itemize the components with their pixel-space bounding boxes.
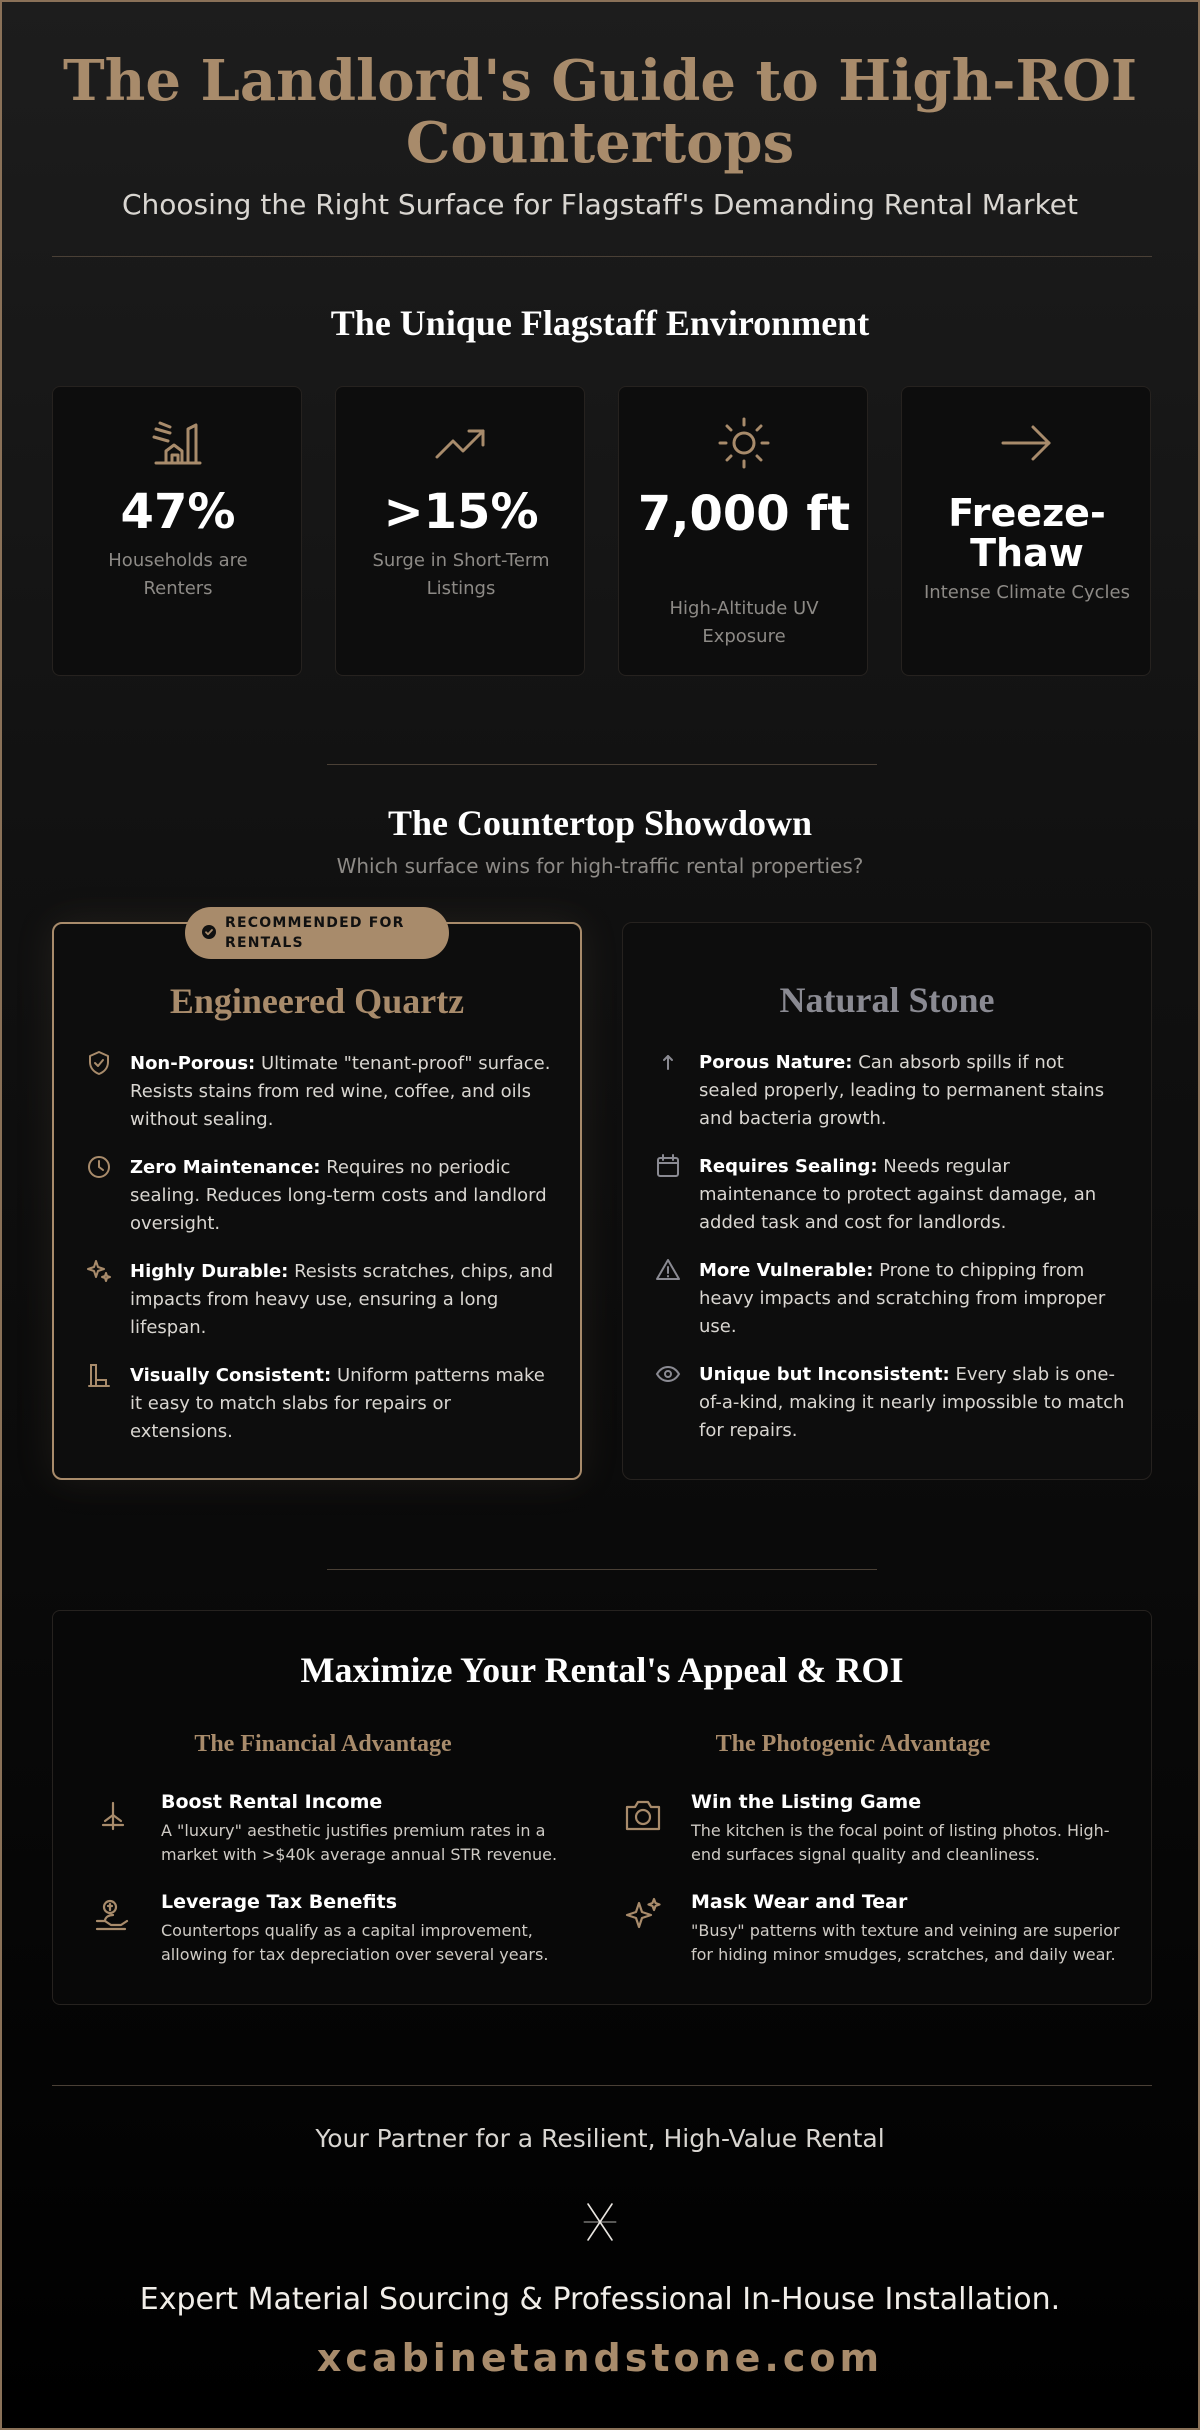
footer-tagline: Your Partner for a Resilient, High-Value Rental [315, 2124, 885, 2153]
roi-item-desc: The kitchen is the focal point of listing photos. High-end surfaces signal quality and cleanliness. [691, 1821, 1110, 1864]
divider [52, 256, 1152, 257]
divider [52, 2085, 1152, 2086]
x-logo-icon [580, 2198, 620, 2246]
trending-up-icon [433, 415, 489, 471]
stat-card-climate [901, 386, 1151, 676]
showdown-title: The Countertop Showdown [387, 803, 813, 843]
roi-title: Maximize Your Rental's Appeal & ROI [300, 1650, 904, 1690]
sun-icon [716, 415, 772, 471]
environment-title: The Unique Flagstaff Environment [330, 303, 870, 343]
stat-value: >15% [383, 484, 539, 540]
financial-title: The Financial Advantage [194, 1731, 452, 1757]
badge-label: RECOMMENDED FOR RENTALS [225, 915, 405, 951]
tax-icon [93, 1895, 133, 1935]
feature-text: Porous Nature: Can absorb spills if not sealed properly, leading to permanent stains and bacteria growth. [699, 1052, 1105, 1129]
stat-card-renters [52, 386, 302, 676]
feature-text: Visually Consistent: Uniform patterns make it easy to match slabs for repairs or extensions. [130, 1365, 545, 1442]
stat-card-altitude [618, 386, 868, 676]
roi-panel [52, 1610, 1152, 2005]
roi-item-head: Mask Wear and Tear [691, 1891, 908, 1913]
slab-icon [86, 1362, 112, 1388]
feature-text: Requires Sealing: Needs regular maintenance to protect against damage, an added task and cost for landlords. [699, 1156, 1097, 1233]
feature-text: Unique but Inconsistent: Every slab is one-of-a-kind, making it nearly impossible to match for repairs. [699, 1364, 1125, 1441]
arrow-up-icon [655, 1049, 681, 1075]
website-link[interactable]: xcabinetandstone.com [316, 2336, 884, 2380]
roi-item-head: Leverage Tax Benefits [161, 1891, 398, 1913]
stat-label: Surge in Short-Term Listings [372, 550, 550, 599]
footer-services: Expert Material Sourcing & Professional In-House Installation. [139, 2282, 1061, 2317]
stat-value: 47% [120, 484, 236, 540]
warning-icon [655, 1257, 681, 1283]
camera-icon [623, 1795, 663, 1835]
stone-card [622, 922, 1152, 1480]
page-subtitle: Choosing the Right Surface for Flagstaff's Demanding Rental Market [122, 188, 1078, 221]
stat-label: Intense Climate Cycles [924, 582, 1130, 603]
feature-text: Zero Maintenance: Requires no periodic sealing. Reduces long-term costs and landlord oversight. [130, 1157, 547, 1234]
city-chart-icon [150, 415, 206, 471]
page-title: The Landlord's Guide to High-ROI Countertops [62, 48, 1138, 176]
clock-icon [86, 1154, 112, 1180]
sparkles-icon [86, 1258, 112, 1284]
stat-value: Freeze-Thaw [948, 491, 1106, 575]
eye-icon [655, 1361, 681, 1387]
check-circle-icon [201, 924, 217, 940]
roi-item-head: Win the Listing Game [691, 1791, 922, 1813]
stone-title: Natural Stone [779, 980, 995, 1020]
photogenic-title: The Photogenic Advantage [715, 1731, 991, 1757]
divider [327, 764, 877, 765]
roi-item-desc: "Busy" patterns with texture and veining are superior for hiding minor smudges, scratches, and daily wear. [691, 1921, 1120, 1964]
feature-text: Non-Porous: Ultimate "tenant-proof" surface. Resists stains from red wine, coffee, and oils without sealing. [130, 1053, 551, 1130]
quartz-title: Engineered Quartz [169, 981, 465, 1021]
divider [327, 1569, 877, 1570]
income-icon [93, 1795, 133, 1835]
feature-text: Highly Durable: Resists scratches, chips, and impacts from heavy use, ensuring a long lifespan. [130, 1261, 554, 1338]
shield-check-icon [86, 1050, 112, 1076]
stat-label: High-Altitude UV Exposure [669, 598, 819, 647]
recommended-badge [185, 907, 449, 959]
sparkles-icon [623, 1895, 663, 1935]
roi-item-desc: Countertops qualify as a capital improvement, allowing for tax depreciation over several years. [161, 1921, 549, 1964]
roi-item-desc: A "luxury" aesthetic justifies premium rates in a market with >$40k average annual STR revenue. [161, 1821, 558, 1864]
quartz-card [52, 922, 582, 1480]
arrow-right-icon [999, 415, 1055, 471]
showdown-subtitle: Which surface wins for high-traffic rental properties? [336, 854, 864, 878]
stat-value: 7,000 ft [637, 486, 851, 542]
roi-item-head: Boost Rental Income [161, 1791, 383, 1813]
feature-text: More Vulnerable: Prone to chipping from heavy impacts and scratching from improper use. [699, 1260, 1106, 1337]
stat-card-listings [335, 386, 585, 676]
stat-label: Households are Renters [108, 550, 248, 599]
calendar-icon [655, 1153, 681, 1179]
